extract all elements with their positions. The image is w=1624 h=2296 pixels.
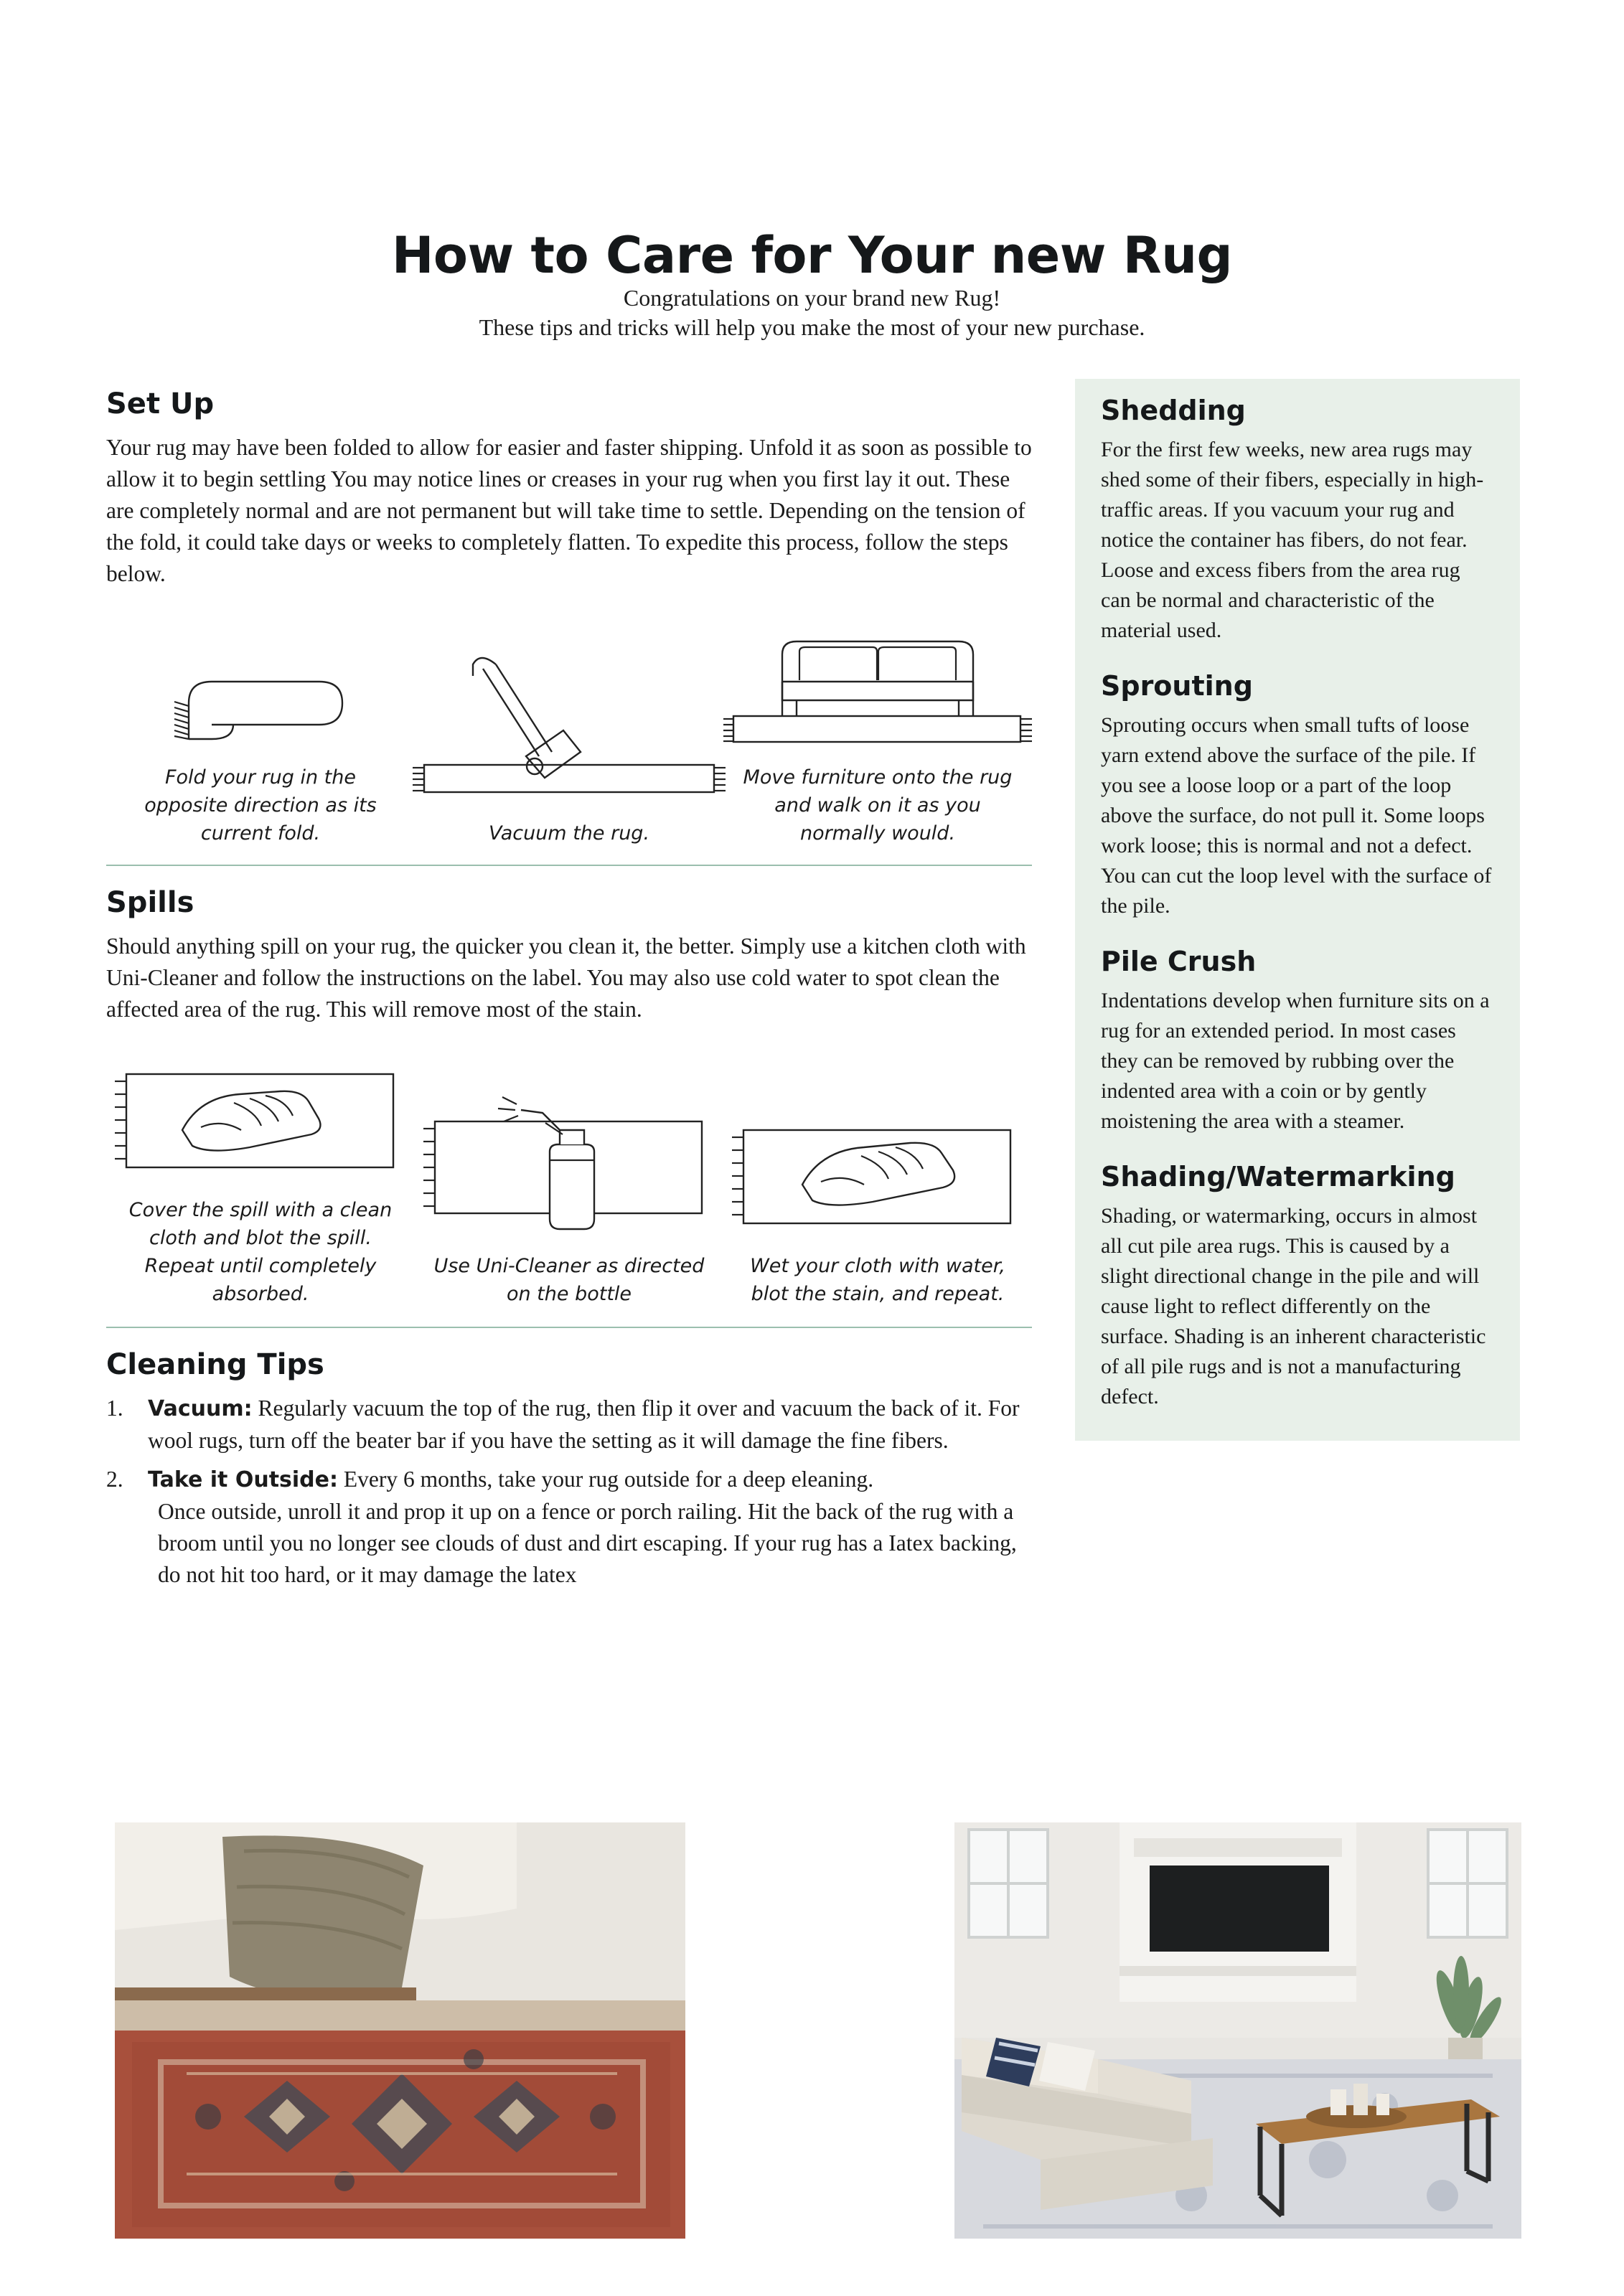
photo-left-artwork <box>115 1822 685 2239</box>
photo-red-persian-rug-under-bed <box>115 1822 685 2239</box>
spills-body: Should anything spill on your rug, the quicker you clean it, the better. Simply use a kitchen cloth with Uni-Cleaner and follow the instructions on the label. You may also use cold water to spot clean the affected area of the rug. This will remove most of the stain. <box>106 933 1026 1022</box>
spills-figure-row <box>106 1050 1032 1308</box>
list-item <box>106 1464 1032 1591</box>
tip-label-2: Take it Outside: <box>148 1467 339 1492</box>
left-column <box>106 387 1032 1598</box>
shedding-body: For the first few weeks, new area rugs may shed some of their fibers, especially in high-traffic areas. If you vacuum your rug and notice the container has fibers, do not fear. Loose and excess fibers from the area rug can be normal and characteristic of the material used. <box>1101 438 1484 642</box>
section-heading-sprouting: Sprouting <box>1101 670 1253 702</box>
section-spills <box>106 886 1032 1308</box>
section-heading-shedding: Shedding <box>1101 395 1246 426</box>
tip-label-1: Vacuum: <box>148 1396 253 1421</box>
figure-caption-spray-bottle: Use Uni-Cleaner as directed on the bottle <box>433 1255 705 1305</box>
cleaning-tips-list <box>106 1393 1032 1591</box>
sprouting-body: Sprouting occurs when small tufts of loose yarn extend above the surface of the pile. If you see a loose loop or a part of the loop above the surface, do not pull it. Some loops work loose; this is normal and not a defect. You can cut the loop level with the surface of the pile. <box>1101 713 1492 918</box>
set-up-figure-row <box>106 610 1032 847</box>
section-heading-cleaning-tips: Cleaning Tips <box>106 1348 324 1381</box>
photo-right-artwork <box>954 1822 1521 2239</box>
tip-number-2: 2. <box>106 1467 123 1492</box>
sofa-on-rug-icon <box>723 610 1032 753</box>
figure-caption-blot-cloth: Cover the spill with a clean cloth and blot the spill. Repeat until completely absorbed. <box>128 1199 393 1305</box>
vacuum-icon <box>411 644 727 809</box>
pile-crush-body: Indentations develop when furniture sits on a rug for an extended period. In most cases they can be removed by rubbing over the indented area with a coin or by gently moistening the area with a steamer. <box>1101 989 1490 1133</box>
figure-fold-rug <box>106 660 415 847</box>
figure-blot-cloth <box>106 1050 415 1308</box>
section-heading-spills: Spills <box>106 886 194 919</box>
divider-1 <box>106 865 1032 866</box>
right-panel <box>1075 379 1520 1441</box>
page-title: How to Care for Your new Rug <box>391 225 1233 285</box>
section-set-up <box>106 387 1032 847</box>
hand-wet-cloth-icon <box>731 1106 1025 1242</box>
figure-vacuum <box>415 644 723 847</box>
figure-caption-vacuum: Vacuum the rug. <box>488 822 650 844</box>
section-cleaning-tips <box>106 1348 1032 1591</box>
subtitle-line-2: These tips and tricks will help you make the most of your new purchase. <box>479 314 1145 340</box>
photo-living-room-sectional-on-rug <box>954 1822 1521 2239</box>
section-heading-pile-crush: Pile Crush <box>1101 946 1257 977</box>
hand-blotting-cloth-icon <box>113 1050 408 1186</box>
figure-sofa-on-rug <box>723 610 1032 847</box>
divider-2 <box>106 1327 1032 1328</box>
section-heading-shading-watermarking: Shading/Watermarking <box>1101 1161 1455 1192</box>
figure-caption-fold-rug: Fold your rug in the opposite direction as its current fold. <box>144 766 377 844</box>
section-heading-set-up: Set Up <box>106 387 215 420</box>
figure-caption-wet-cloth: Wet your cloth with water, blot the stain, and repeat. <box>750 1255 1005 1305</box>
folded-rug-icon <box>167 660 354 753</box>
tip-number-1: 1. <box>106 1396 123 1421</box>
list-item <box>106 1393 1032 1457</box>
subtitle <box>0 283 1624 342</box>
tip-text-1: Regularly vacuum the top of the rug, then flip it over and vacuum the back of it. For wool rugs, turn off the beater bar if you have the setting as it will damage the fine fibers. <box>148 1396 1020 1453</box>
tip-subtext-2: Once outside, unroll it and prop it up on a fence or porch railing. Hit the back of the rug with a broom until you no longer see clouds of dust and dirt escaping. If your rug has a Iatex backing, do not hit too hard, or it may damage the latex <box>158 1499 1017 1587</box>
shading-body: Shading, or watermarking, occurs in almost all cut pile area rugs. This is caused by a slight directional change in the pile and will cause light to reflect differently on the surface. Shading is an inherent characteristic of all pile rugs and is not a manufacturing defect. <box>1101 1204 1486 1408</box>
tip-text-2: Every 6 months, take your rug outside for a deep eleaning. <box>338 1467 874 1492</box>
spray-bottle-icon <box>422 1091 716 1242</box>
set-up-body: Your rug may have been folded to allow for easier and faster shipping. Unfold it as soon as possible to allow it to begin settling You may notice lines or creases in your rug when you first lay it out. These are completely normal and are not permanent but will take time to settle. Depending on the tension of the fold, it could take days or weeks to completely flatten. To expedite this process, follow the steps below. <box>106 435 1032 586</box>
subtitle-line-1: Congratulations on your brand new Rug! <box>623 285 1001 311</box>
figure-spray-bottle <box>415 1091 723 1308</box>
figure-caption-sofa-on-rug: Move furniture onto the rug and walk on it as you normally would. <box>743 766 1013 844</box>
figure-wet-cloth <box>723 1106 1032 1308</box>
